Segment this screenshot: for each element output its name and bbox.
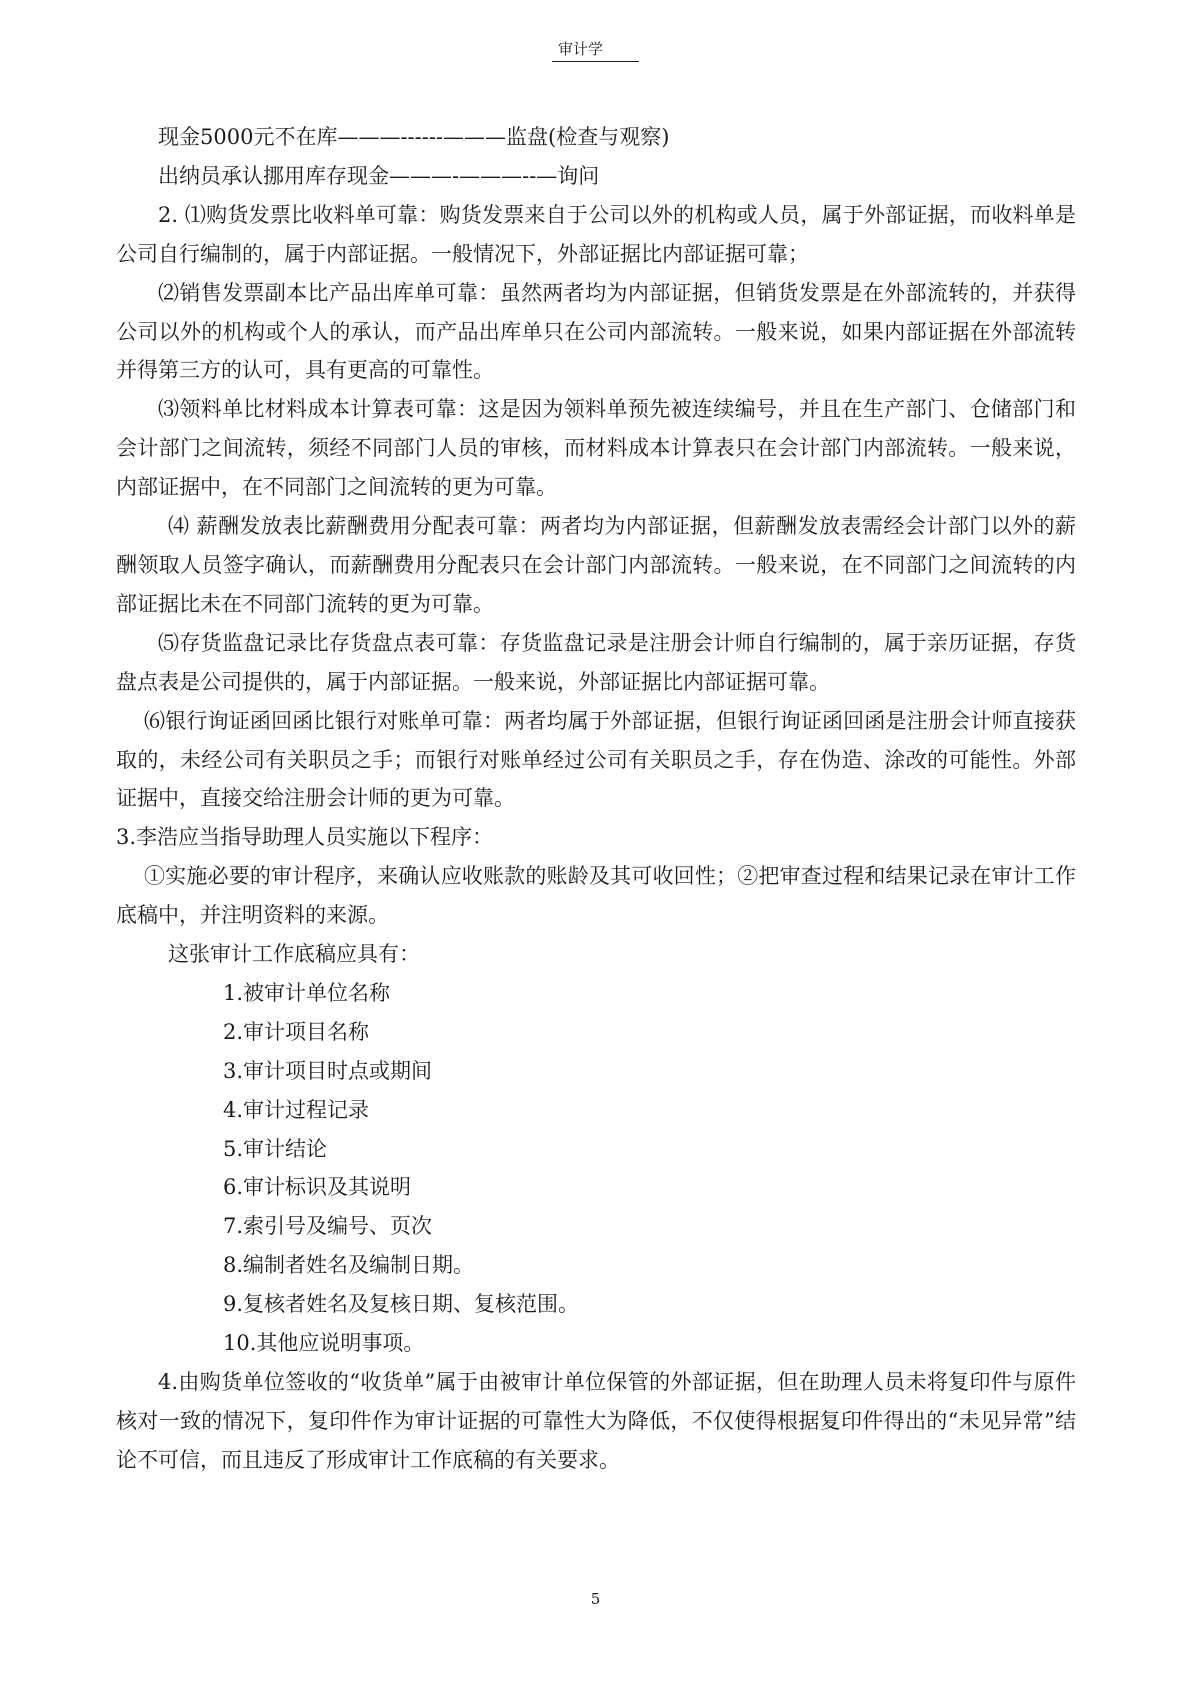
list-item: 3.审计项目时点或期间 [223,1058,433,1083]
paragraph-bank-confirmation: ⑹银行询证函回函比银行对账单可靠：两者均属于外部证据，但银行询证函回函是注册会计师直接获取的，未经公司有关职员之手；而银行对账单经过公司有关职员之手，存在伪造、涂改的可能性。外部证据中，直接交给注册会计师的更为可靠。 [116,708,1076,811]
paragraph-sales-invoice: ⑵销售发票副本比产品出库单可靠：虽然两者均为内部证据，但销货发票是在外部流转的，并获得公司以外的机构或个人的承认，而产品出库单只在公司内部流转。一般来说，如果内部证据在外部流转并得第三方的认可，具有更高的可靠性。 [116,280,1076,383]
page-number: 5 [590,1590,601,1608]
list-item: 5.审计结论 [223,1136,328,1161]
list-item: 7.索引号及编号、页次 [223,1214,433,1239]
header-title: 审计学 [552,38,639,62]
workpaper-elements-list [116,974,1076,1363]
list-item: 9.复核者姓名及复核日期、复核范围。 [223,1292,580,1317]
page-header [0,38,1191,62]
paragraph-section-3: 3.李浩应当指导助理人员实施以下程序： [116,825,494,850]
paragraph-inventory-count: ⑸存货监盘记录比存货盘点表可靠：存货监盘记录是注册会计师自行编制的，属于亲历证据，存货盘点表是公司提供的，属于内部证据。一般来说，外部证据比内部证据可靠。 [116,630,1076,694]
paragraph-procedures: ①实施必要的审计程序，来确认应收账款的账龄及其可收回性；②把审查过程和结果记录在审计工作底稿中，并注明资料的来源。 [116,864,1076,928]
paragraph-cash-observation: 现金5000元不在库———------———监盘(检查与观察) [158,125,670,149]
paragraph-purchase-invoice: 2. ⑴购货发票比收料单可靠：购货发票来自于公司以外的机构或人员，属于外部证据，而收料单是公司自行编制的，属于内部证据。一般情况下，外部证据比内部证据可靠； [116,202,1076,266]
paragraph-payroll: ⑷ 薪酬发放表比薪酬费用分配表可靠：两者均为内部证据，但薪酬发放表需经会计部门以外的薪酬领取人员签字确认，而薪酬费用分配表只在会计部门内部流转。一般来说，在不同部门之间流转的内部证据比未在不同部门流转的更为可靠。 [116,514,1076,616]
list-item: 8.编制者姓名及编制日期。 [223,1253,475,1278]
paragraph-workpaper-intro: 这张审计工作底稿应具有： [168,942,420,967]
list-item: 2.审计项目名称 [223,1019,370,1044]
list-item: 10.其他应说明事项。 [223,1331,425,1356]
document-body [116,118,1076,1480]
paragraph-cash-inquiry: 出纳员承认挪用库存现金———-———--—询问 [158,163,600,188]
list-item: 6.审计标识及其说明 [223,1175,412,1200]
list-item: 4.审计过程记录 [223,1097,370,1122]
paragraph-section-4: 4.由购货单位签收的“收货单”属于由被审计单位保管的外部证据，但在助理人员未将复印件与原件核对一致的情况下，复印件作为审计证据的可靠性大为降低，不仅使得根据复印件得出的“未见异常”结论不可信，而且违反了形成审计工作底稿的有关要求。 [116,1370,1076,1472]
paragraph-material-requisition: ⑶领料单比材料成本计算表可靠：这是因为领料单预先被连续编号，并且在生产部门、仓储部门和会计部门之间流转，须经不同部门人员的审核，而材料成本计算表只在会计部门内部流转。一般来说，内部证据中，在不同部门之间流转的更为可靠。 [116,397,1076,500]
list-item: 1.被审计单位名称 [223,980,391,1005]
